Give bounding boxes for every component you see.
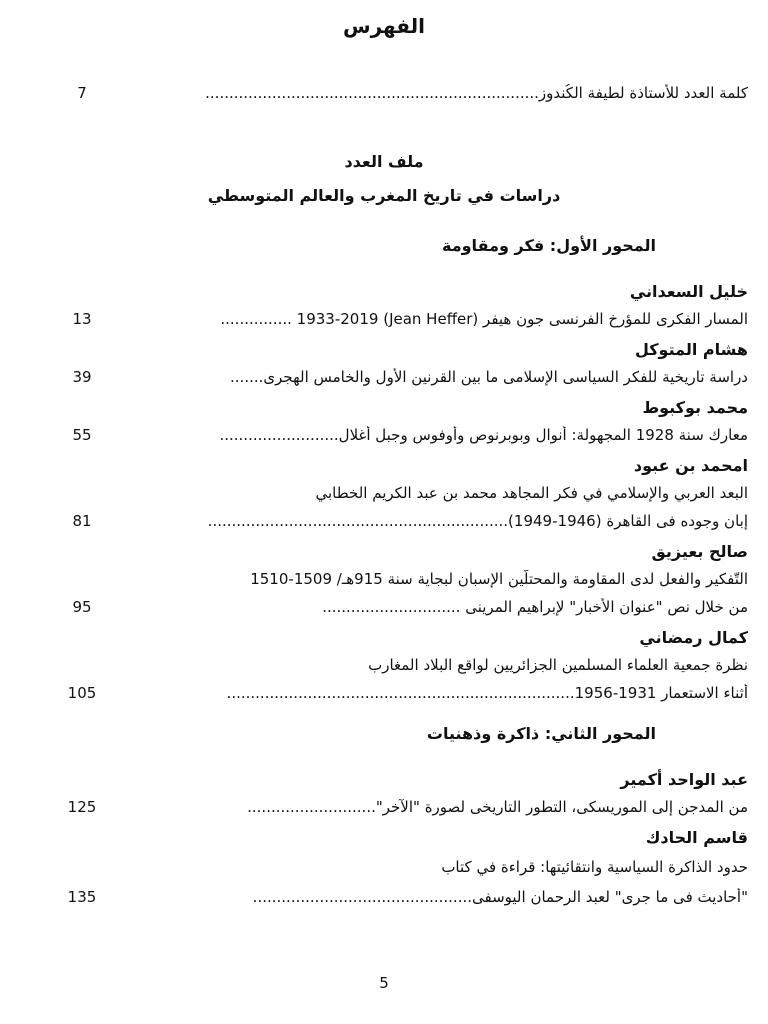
page-title: الفهرس — [342, 14, 425, 38]
entry-title-line: المسار الفكرى للمؤرخ الفرنسى جون هيفر (Jean Heffer) 1933-2019 ............... — [220, 310, 748, 328]
entry-title-line: من المدجن إلى الموريسكى، التطور التاريخى لصورة "الآخر"........................... — [247, 798, 748, 816]
entry-title-line: حدود الذاكرة السياسية وانتقائيتها: قراءة في كتاب — [441, 858, 748, 876]
entry-title-line: التّفكير والفعل لدى المقاومة والمحتلّين الإسبان لبجاية سنة 915هـ/ 1509-1510 — [250, 570, 748, 588]
entry-page-number: 105 — [67, 684, 97, 702]
entry-title-line: البعد العربي والإسلامي في فكر المجاهد محمد بن عبد الكريم الخطابي — [315, 484, 748, 502]
entry-author: عبد الواحد أكمير — [620, 770, 748, 789]
page-number-footer: 5 — [379, 974, 389, 992]
file-subtitle: دراسات في تاريخ المغرب والعالم المتوسطي — [207, 186, 561, 205]
axis-one-heading: المحور الأول: فكر ومقاومة — [442, 236, 656, 255]
entry-page-number: 81 — [72, 512, 92, 530]
entry-page-number: 135 — [67, 888, 97, 906]
entry-title-line: "أحاديث فى ما جرى" لعبد الرحمان اليوسفى.............................................. — [252, 888, 748, 906]
entry-title-line: أثناء الاستعمار 1931-1956......................................................................... — [226, 684, 748, 702]
entry-title-line: دراسة تاريخية للفكر السياسى الإسلامى ما بين القرنين الأول والخامس الهجرى....... — [230, 368, 748, 386]
entry-title-line: نظرة جمعية العلماء المسلمين الجزائريين لواقع البلاد المغارب — [368, 656, 748, 674]
file-heading: ملف العدد — [344, 152, 424, 171]
entry-author: محمد بوكبوط — [642, 398, 748, 417]
intro-line: كلمة العدد للأستاذة لطيفة الكُندوز...................................................................... — [205, 84, 748, 102]
intro-page-number: 7 — [77, 84, 87, 102]
entry-title-line: معارك سنة 1928 المجهولة: أنوال وبوبرنوص وأوفوس وجبل أغلال......................... — [219, 426, 748, 444]
entry-page-number: 13 — [72, 310, 92, 328]
entry-author: هشام المتوكل — [634, 340, 748, 359]
axis-two-heading: المحور الثاني: ذاكرة وذهنيات — [426, 724, 656, 743]
entry-author: صالح بعيزيق — [651, 542, 748, 561]
entry-author: كمال رمضاني — [639, 628, 748, 647]
entry-title-line: إبان وجوده فى القاهرة (1946-1949)............................................................... — [207, 512, 748, 530]
entry-page-number: 95 — [72, 598, 92, 616]
entry-page-number: 39 — [72, 368, 92, 386]
entry-page-number: 125 — [67, 798, 97, 816]
entry-author: امحمد بن عبود — [633, 456, 748, 475]
entry-author: قاسم الحادك — [645, 828, 748, 847]
entry-page-number: 55 — [72, 426, 92, 444]
entry-author: خليل السعداني — [629, 282, 748, 301]
entry-title-line: من خلال نص "عنوان الأخبار" لإبراهيم المرينى ............................. — [322, 598, 748, 616]
